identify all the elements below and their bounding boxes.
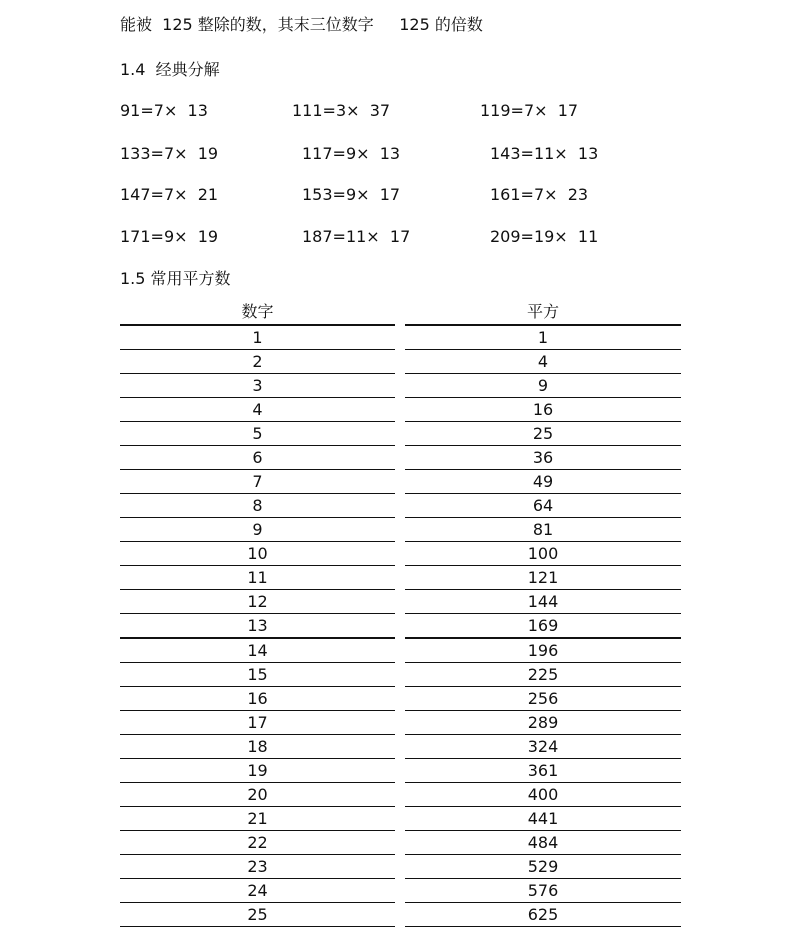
number-cell: 12 (120, 590, 395, 614)
number-cell: 5 (120, 422, 395, 446)
number-cell: 21 (120, 807, 395, 831)
square-cell: 529 (405, 855, 681, 879)
number-cell: 9 (120, 518, 395, 542)
section-1-5-title: 1.5 常用平方数 (120, 269, 231, 288)
square-cell: 100 (405, 542, 681, 566)
factor-item: 143=11× 13 (490, 144, 599, 163)
section-1-4-title: 1.4 经典分解 (120, 60, 220, 79)
factor-item: 153=9× 17 (302, 185, 401, 204)
square-cell: 289 (405, 711, 681, 735)
square-cell: 400 (405, 783, 681, 807)
number-cell: 22 (120, 831, 395, 855)
table-row (120, 590, 681, 614)
square-cell: 49 (405, 470, 681, 494)
factor-item: 147=7× 21 (120, 185, 219, 204)
number-cell: 3 (120, 374, 395, 398)
number-cell: 17 (120, 711, 395, 735)
intro-line: 能被 125 整除的数，其末三位数字 125 的倍数 (120, 15, 483, 34)
table-row (120, 398, 681, 422)
table-row (120, 518, 681, 542)
table-row (120, 422, 681, 446)
table-row (120, 855, 681, 879)
number-cell: 10 (120, 542, 395, 566)
column-header-number: 数字 (120, 300, 395, 325)
number-cell: 11 (120, 566, 395, 590)
factor-item: 91=7× 13 (120, 101, 208, 120)
square-cell: 1 (405, 325, 681, 350)
number-cell: 16 (120, 687, 395, 711)
table-row (120, 542, 681, 566)
number-cell: 6 (120, 446, 395, 470)
table-row (120, 735, 681, 759)
number-cell: 20 (120, 783, 395, 807)
table-row (120, 807, 681, 831)
factor-item: 209=19× 11 (490, 227, 599, 246)
table-row (120, 903, 681, 927)
table-row (120, 663, 681, 687)
factor-item: 171=9× 19 (120, 227, 219, 246)
table-row (120, 494, 681, 518)
number-cell: 14 (120, 638, 395, 663)
factor-item: 119=7× 17 (480, 101, 579, 120)
square-cell: 169 (405, 614, 681, 639)
number-cell: 1 (120, 325, 395, 350)
number-cell: 15 (120, 663, 395, 687)
square-cell: 441 (405, 807, 681, 831)
number-cell: 24 (120, 879, 395, 903)
square-cell: 144 (405, 590, 681, 614)
factor-item: 117=9× 13 (302, 144, 401, 163)
square-cell: 25 (405, 422, 681, 446)
number-cell: 7 (120, 470, 395, 494)
square-cell: 9 (405, 374, 681, 398)
number-cell: 23 (120, 855, 395, 879)
square-cell: 256 (405, 687, 681, 711)
square-cell: 625 (405, 903, 681, 927)
square-cell: 484 (405, 831, 681, 855)
number-cell: 2 (120, 350, 395, 374)
square-cell: 4 (405, 350, 681, 374)
square-cell: 576 (405, 879, 681, 903)
table-row (120, 711, 681, 735)
squares-table (120, 300, 681, 927)
number-cell: 25 (120, 903, 395, 927)
number-cell: 8 (120, 494, 395, 518)
square-cell: 64 (405, 494, 681, 518)
table-row (120, 831, 681, 855)
number-cell: 4 (120, 398, 395, 422)
table-row (120, 879, 681, 903)
factor-item: 133=7× 19 (120, 144, 219, 163)
column-header-square: 平方 (405, 300, 681, 325)
factor-item: 111=3× 37 (292, 101, 391, 120)
square-cell: 196 (405, 638, 681, 663)
table-row (120, 470, 681, 494)
factor-item: 187=11× 17 (302, 227, 411, 246)
table-row (120, 783, 681, 807)
table-row (120, 614, 681, 639)
number-cell: 18 (120, 735, 395, 759)
factor-item: 161=7× 23 (490, 185, 589, 204)
squares-table-body (120, 325, 681, 927)
square-cell: 324 (405, 735, 681, 759)
square-cell: 361 (405, 759, 681, 783)
square-cell: 225 (405, 663, 681, 687)
table-row (120, 759, 681, 783)
square-cell: 81 (405, 518, 681, 542)
table-row (120, 374, 681, 398)
table-row (120, 446, 681, 470)
table-row (120, 325, 681, 350)
number-cell: 13 (120, 614, 395, 639)
table-row (120, 350, 681, 374)
square-cell: 121 (405, 566, 681, 590)
table-row (120, 687, 681, 711)
table-row (120, 638, 681, 663)
square-cell: 36 (405, 446, 681, 470)
square-cell: 16 (405, 398, 681, 422)
table-row (120, 566, 681, 590)
number-cell: 19 (120, 759, 395, 783)
